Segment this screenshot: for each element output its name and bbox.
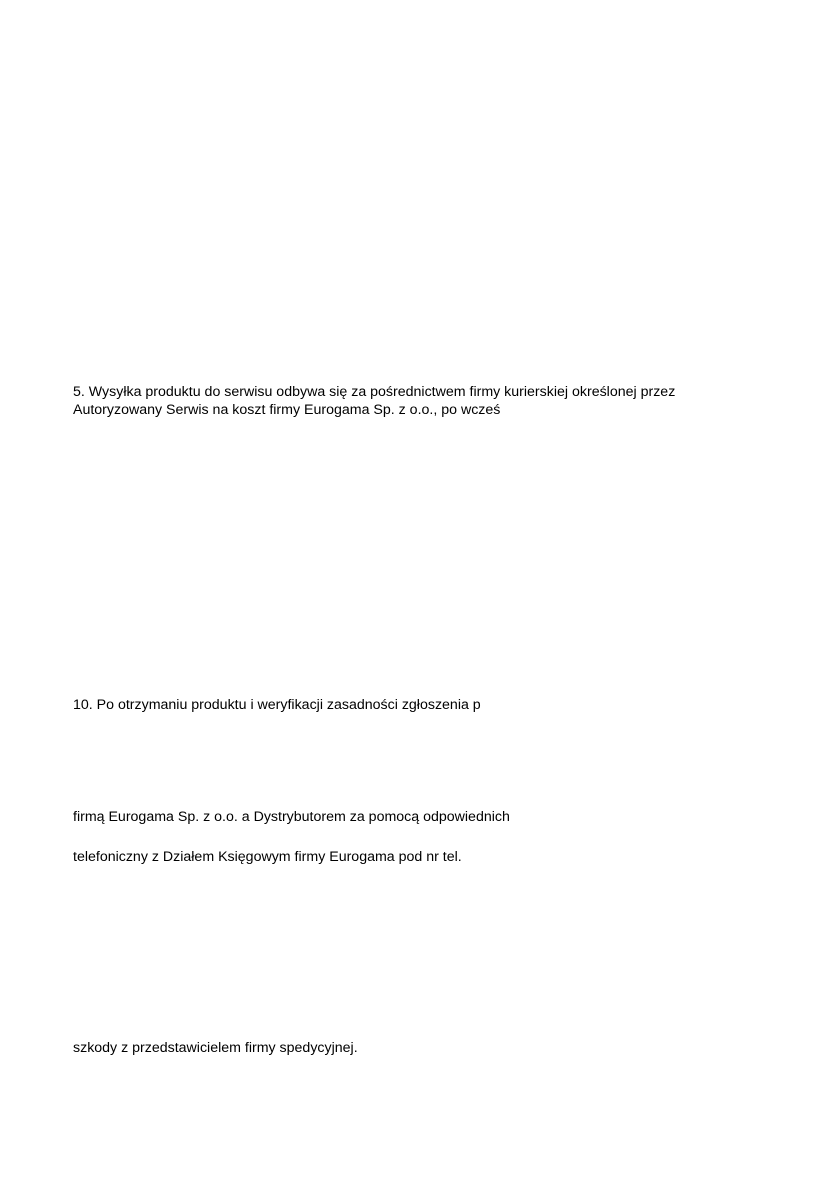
- text-line-shipping-1: 5. Wysyłka produktu do serwisu odbywa się za pośrednictwem firmy kurierskiej określonej przez: [73, 384, 676, 400]
- text-line-distributor: firmą Eurogama Sp. z o.o. a Dystrybutorem za pomocą odpowiednich: [73, 809, 510, 825]
- text-line-damage: szkody z przedstawicielem firmy spedycyjnej.: [73, 1040, 358, 1056]
- text-line-verification: 10. Po otrzymaniu produktu i weryfikacji zasadności zgłoszenia p: [73, 697, 481, 713]
- text-line-accounting: telefoniczny z Działem Księgowym firmy Eurogama pod nr tel.: [73, 849, 462, 865]
- text-line-shipping-2: Autoryzowany Serwis na koszt firmy Eurogama Sp. z o.o., po wcześ: [73, 402, 501, 418]
